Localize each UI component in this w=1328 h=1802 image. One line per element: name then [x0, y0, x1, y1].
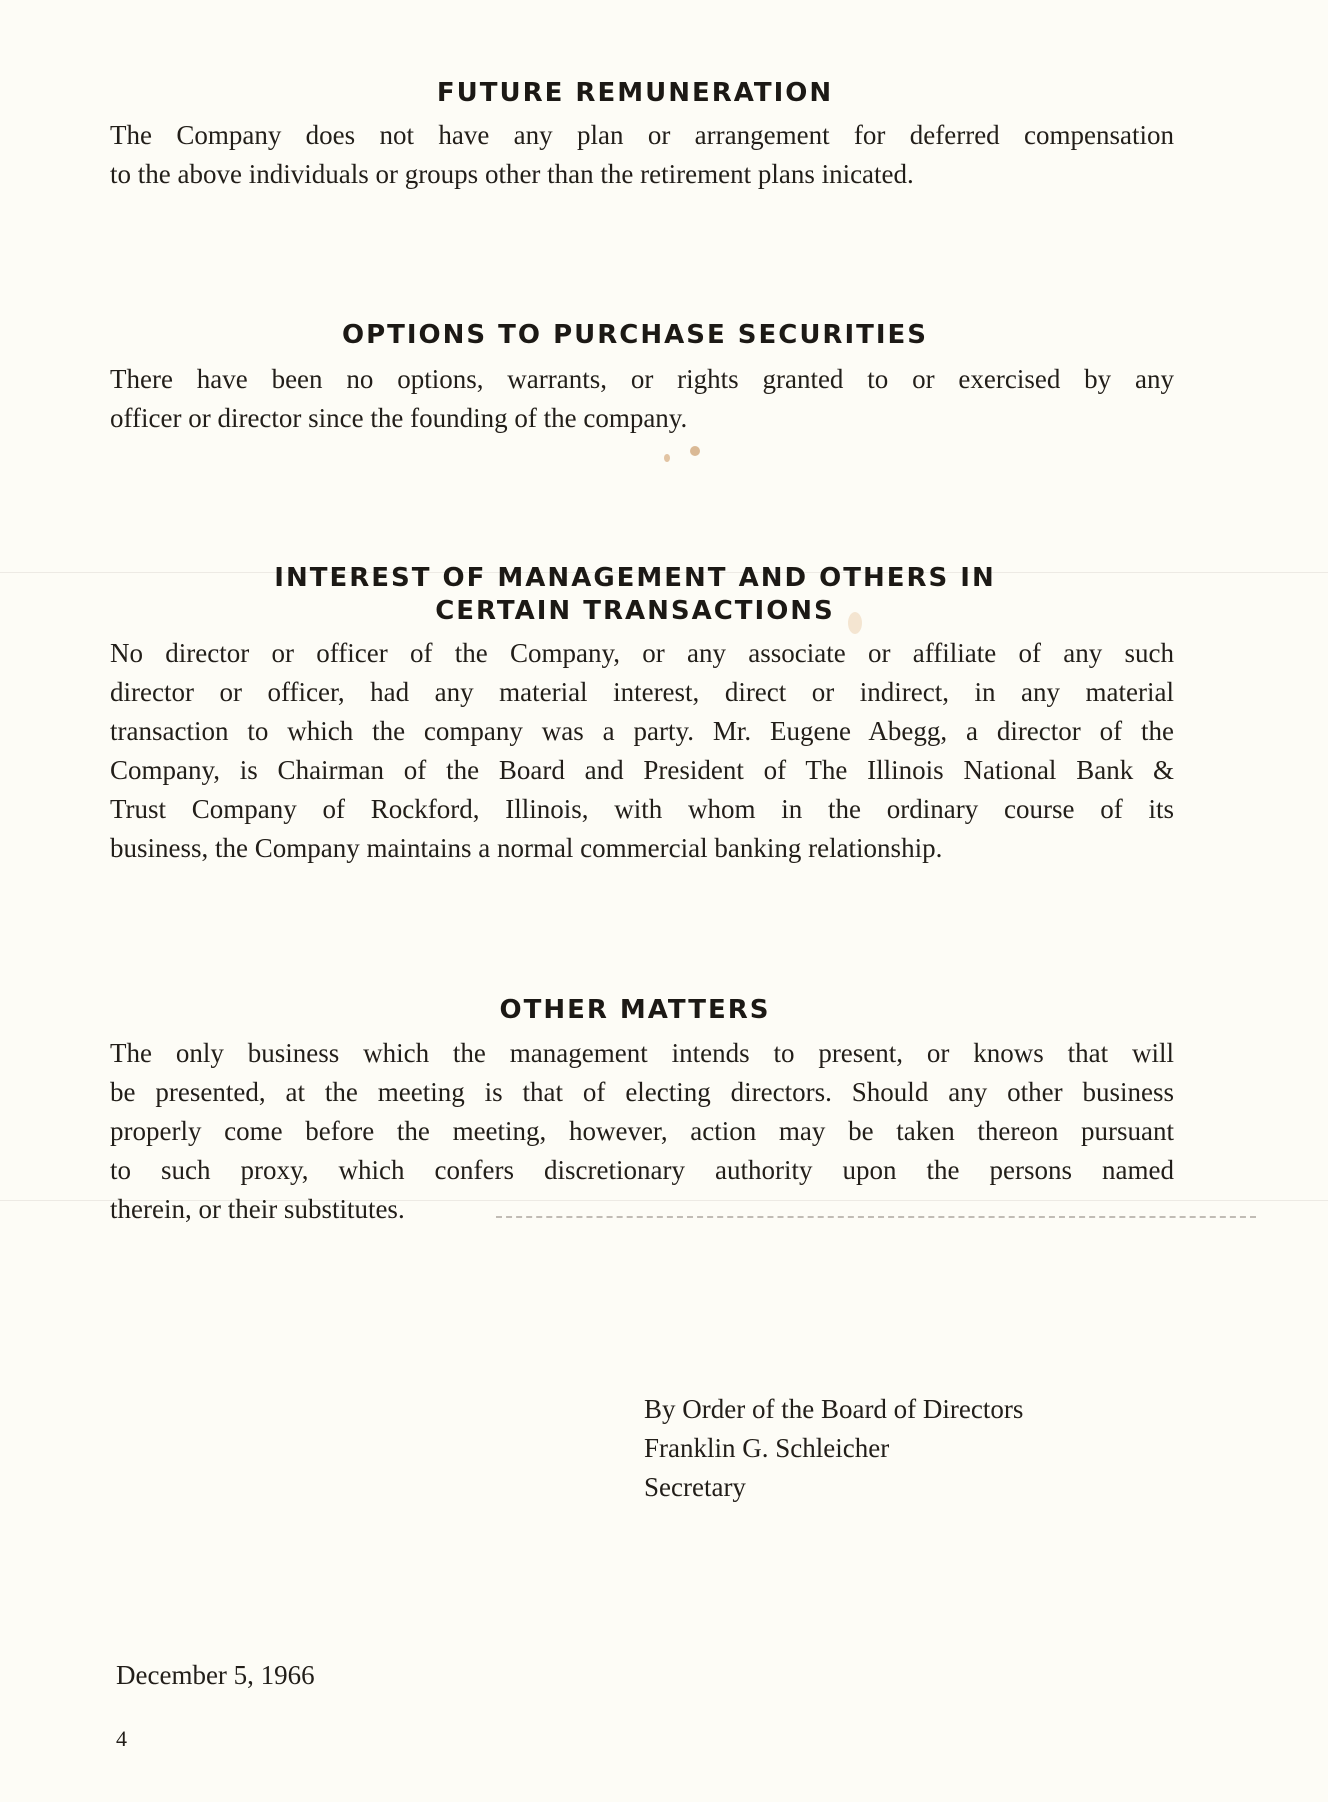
section-paragraph-interest-of-management	[110, 634, 1174, 868]
paragraph-line: transaction to which the company was a party. Mr. Eugene Abegg, a director of the	[110, 716, 1174, 746]
paragraph-line: No director or officer of the Company, or any associate or affiliate of any such	[110, 638, 1174, 668]
signature-title: Secretary	[644, 1472, 746, 1502]
section-heading-interest-of-management-line2: CERTAIN TRANSACTIONS	[435, 596, 835, 626]
paragraph-line: therein, or their substitutes.	[110, 1194, 405, 1224]
paragraph-line: to the above individuals or groups other than the retirement plans inicated.	[110, 159, 914, 189]
paragraph-line: to such proxy, which confers discretionary authority upon the persons named	[110, 1155, 1174, 1185]
paragraph-line: officer or director since the founding of the company.	[110, 403, 688, 433]
section-heading-future-remuneration: FUTURE REMUNERATION	[436, 78, 834, 108]
section-heading-options-to-purchase-securities: OPTIONS TO PURCHASE SECURITIES	[341, 320, 929, 350]
section-paragraph-future-remuneration	[110, 116, 1174, 194]
paragraph-line: There have been no options, warrants, or rights granted to or exercised by any	[110, 364, 1174, 394]
section-paragraph-other-matters	[110, 1034, 1174, 1229]
section-heading-other-matters: OTHER MATTERS	[499, 995, 771, 1025]
section-paragraph-options-to-purchase-securities	[110, 360, 1174, 438]
stain-mark	[664, 454, 670, 462]
paragraph-line: director or officer, had any material interest, direct or indirect, in any material	[110, 677, 1174, 707]
paragraph-line: Company, is Chairman of the Board and President of The Illinois National Bank &	[110, 755, 1174, 785]
signature-block	[644, 1390, 1023, 1507]
page-number: 4	[116, 1726, 127, 1751]
stain-mark	[690, 446, 700, 456]
paragraph-line: Trust Company of Rockford, Illinois, with whom in the ordinary course of its	[110, 794, 1174, 824]
paragraph-line: properly come before the meeting, however, action may be taken thereon pursuant	[110, 1116, 1174, 1146]
signature-order-line: By Order of the Board of Directors	[644, 1394, 1024, 1424]
dashed-rule	[496, 1216, 1256, 1218]
paragraph-line: The Company does not have any plan or arrangement for deferred compensation	[110, 120, 1174, 150]
section-heading-interest-of-management-line1: INTEREST OF MANAGEMENT AND OTHERS IN	[274, 563, 996, 593]
signature-name: Franklin G. Schleicher	[644, 1433, 890, 1463]
paragraph-line: business, the Company maintains a normal commercial banking relationship.	[110, 833, 943, 863]
paragraph-line: The only business which the management intends to present, or knows that will	[110, 1038, 1174, 1068]
document-date: December 5, 1966	[116, 1660, 315, 1690]
paragraph-line: be presented, at the meeting is that of electing directors. Should any other business	[110, 1077, 1174, 1107]
